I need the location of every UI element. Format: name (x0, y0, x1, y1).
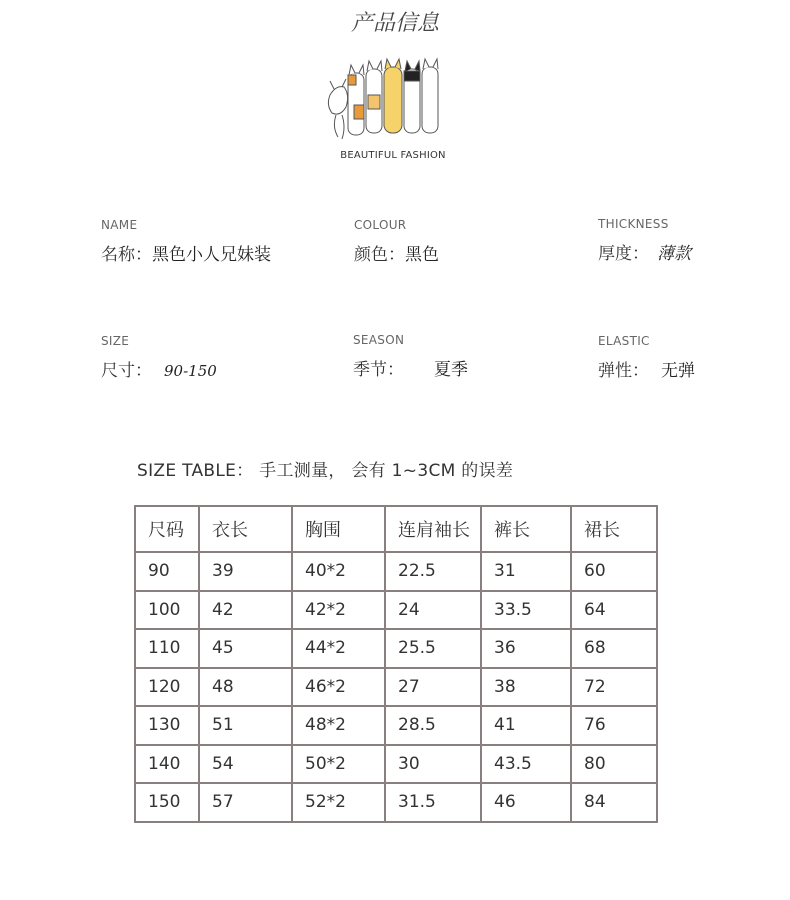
attribute-value (101, 240, 271, 265)
attribute-label: NAME (101, 218, 138, 232)
table-cell: 54 (199, 745, 292, 784)
attribute-key: 季节： (353, 360, 404, 380)
table-cell: 64 (571, 591, 657, 630)
attribute-value (353, 355, 468, 380)
attribute-key: 尺寸： (101, 361, 152, 381)
size-cell: 110 (135, 629, 199, 668)
attribute-key: 名称： (101, 245, 152, 265)
product-thickness: 薄款 (657, 244, 691, 264)
header-cell: 裤长 (481, 506, 571, 552)
table-cell: 52*2 (292, 783, 385, 822)
table-cell: 43.5 (481, 745, 571, 784)
attribute-value (598, 356, 695, 381)
table-row (135, 552, 657, 591)
table-row (135, 783, 657, 822)
size-table-title: SIZE TABLE： 手工测量， 会有 1~3CM 的误差 (137, 461, 514, 481)
product-name: 黑色小人兄妹装 (152, 245, 271, 265)
size-cell: 120 (135, 668, 199, 707)
table-cell: 80 (571, 745, 657, 784)
attribute-season (353, 333, 468, 380)
header-cell: 裙长 (571, 506, 657, 552)
cats-illustration-icon (318, 55, 468, 150)
attribute-value (354, 240, 439, 265)
table-cell: 38 (481, 668, 571, 707)
table-cell: 31 (481, 552, 571, 591)
table-cell: 68 (571, 629, 657, 668)
attribute-key: 颜色： (354, 245, 405, 265)
product-colour: 黑色 (405, 245, 439, 265)
table-cell: 60 (571, 552, 657, 591)
size-cell: 150 (135, 783, 199, 822)
attribute-label: COLOUR (354, 218, 407, 232)
table-row (135, 668, 657, 707)
table-cell: 84 (571, 783, 657, 822)
table-cell: 24 (385, 591, 481, 630)
table-cell: 42*2 (292, 591, 385, 630)
product-elasticity: 无弹 (661, 361, 695, 381)
attribute-value (101, 356, 217, 381)
size-cell: 90 (135, 552, 199, 591)
attribute-key: 弹性： (598, 361, 649, 381)
attribute-label: SEASON (353, 333, 405, 347)
table-cell: 48 (199, 668, 292, 707)
table-cell: 48*2 (292, 706, 385, 745)
table-cell: 41 (481, 706, 571, 745)
page-title: 产品信息 (350, 11, 439, 36)
attribute-label: THICKNESS (598, 217, 669, 231)
attribute-colour (354, 218, 439, 265)
table-row (135, 591, 657, 630)
brand-logo (318, 55, 468, 170)
size-table (134, 505, 658, 823)
table-cell: 44*2 (292, 629, 385, 668)
table-cell: 28.5 (385, 706, 481, 745)
size-cell: 100 (135, 591, 199, 630)
table-cell: 40*2 (292, 552, 385, 591)
table-cell: 31.5 (385, 783, 481, 822)
attribute-thickness (598, 217, 691, 264)
table-cell: 46 (481, 783, 571, 822)
attribute-value (598, 239, 691, 264)
attribute-name (101, 218, 271, 265)
header-cell: 胸围 (292, 506, 385, 552)
attribute-label: SIZE (101, 334, 130, 348)
attribute-elastic (598, 334, 695, 381)
table-cell: 42 (199, 591, 292, 630)
table-cell: 72 (571, 668, 657, 707)
product-season: 夏季 (434, 360, 468, 380)
table-cell: 57 (199, 783, 292, 822)
logo-caption: BEAUTIFUL FASHION (340, 150, 446, 161)
table-row (135, 629, 657, 668)
size-table-header-row (135, 506, 657, 552)
table-cell: 76 (571, 706, 657, 745)
table-row (135, 706, 657, 745)
attribute-label: ELASTIC (598, 334, 650, 348)
table-cell: 46*2 (292, 668, 385, 707)
table-cell: 27 (385, 668, 481, 707)
size-cell: 130 (135, 706, 199, 745)
header-cell: 连肩袖长 (385, 506, 481, 552)
table-cell: 25.5 (385, 629, 481, 668)
table-row (135, 745, 657, 784)
table-cell: 36 (481, 629, 571, 668)
table-cell: 39 (199, 552, 292, 591)
header-cell: 尺码 (135, 506, 199, 552)
table-cell: 30 (385, 745, 481, 784)
size-cell: 140 (135, 745, 199, 784)
header-cell: 衣长 (199, 506, 292, 552)
table-cell: 51 (199, 706, 292, 745)
table-cell: 45 (199, 629, 292, 668)
attribute-key: 厚度： (598, 244, 649, 264)
table-cell: 33.5 (481, 591, 571, 630)
attribute-size (101, 334, 217, 381)
product-size-range: 90-150 (164, 362, 217, 380)
table-cell: 50*2 (292, 745, 385, 784)
table-cell: 22.5 (385, 552, 481, 591)
